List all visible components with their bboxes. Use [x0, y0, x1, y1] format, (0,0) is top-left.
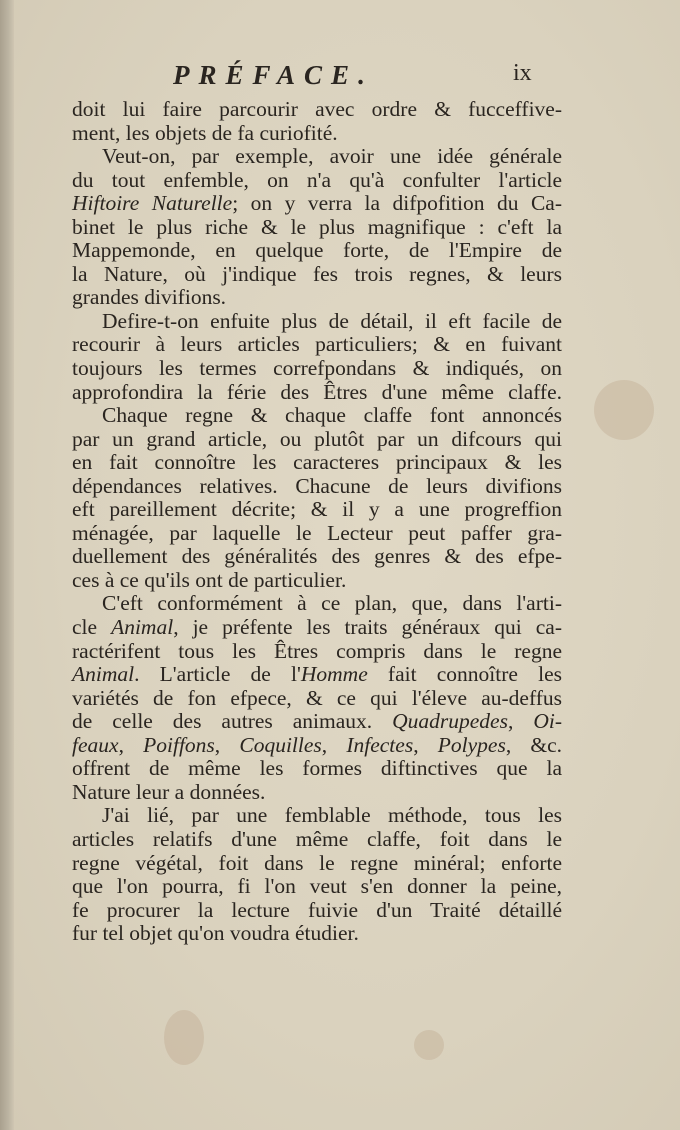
text-line: feaux, Poiffons, Coquilles, Infectes, Polypes, &c. [72, 732, 563, 757]
text-line: ces à ce qu'ils ont de particulier. [72, 567, 347, 592]
text-line: ment, les objets de fa curiofité. [72, 120, 338, 145]
text-line: que l'on pourra, fi l'on veut s'en donner la peine, [72, 874, 562, 899]
foxing-stain [414, 1030, 444, 1060]
text-line: de celle des autres animaux. Quadrupedes, Oi- [72, 709, 562, 734]
foxing-stain [594, 380, 654, 440]
text-line: offrent de même les formes diftinctives que la [72, 756, 562, 781]
text-line: cle Animal, je préfente les traits généraux qui ca- [72, 615, 562, 640]
text-line: Hiftoire Naturelle; on y verra la difpofition du Ca- [72, 191, 562, 216]
text-line: binet le plus riche & le plus magnifique : c'eft la [72, 214, 562, 239]
text-line: toujours les termes correfpondans & indiqués, on [72, 356, 562, 381]
text-line: du tout enfemble, on n'a qu'à confulter l'article [72, 167, 562, 192]
text-line: en fait connoître les caracteres principaux & les [72, 450, 562, 475]
text-line: duellement des généralités des genres & des efpe- [72, 544, 562, 569]
text-line: Mappemonde, en quelque forte, de l'Empire de [72, 238, 562, 263]
foxing-stain [164, 1010, 204, 1065]
text-line: recourir à leurs articles particuliers; & en fuivant [72, 332, 562, 357]
text-line: J'ai lié, par une femblable méthode, tous les [102, 803, 562, 828]
text-line: Veut-on, par exemple, avoir une idée générale [102, 144, 562, 169]
text-line: Defire-t-on enfuite plus de détail, il eft facile de [102, 308, 562, 333]
text-line: articles relatifs d'une même claffe, foit dans le [72, 826, 562, 851]
text-line: grandes divifions. [72, 285, 227, 310]
page-number: ix [513, 60, 532, 86]
body-text [72, 98, 562, 946]
text-line: la Nature, où j'indique fes trois regnes, & leurs [72, 261, 562, 286]
text-line: regne végétal, foit dans le regne minéral; enforte [72, 850, 562, 875]
text-line: Animal. L'article de l'Homme fait connoître les [72, 662, 562, 687]
page-header [60, 60, 620, 94]
text-line: eft pareillement décrite; & il y a une progreffion [72, 497, 562, 522]
text-line: Chaque regne & chaque claffe font annoncés [102, 403, 562, 428]
text-line: fur tel objet qu'on voudra étudier. [72, 921, 359, 946]
text-line: par un grand article, ou plutôt par un difcours qui [72, 426, 562, 451]
book-gutter-edge [0, 0, 14, 1130]
text-line: dépendances relatives. Chacune de leurs divifions [72, 473, 562, 498]
text-line: ménagée, par laquelle le Lecteur peut paffer gra- [72, 520, 562, 545]
running-title: PRÉFACE. [173, 60, 374, 90]
text-line: fe procurer la lecture fuivie d'un Traité détaillé [72, 897, 562, 922]
text-line: Nature leur a données. [72, 779, 266, 804]
text-line: variétés de fon efpece, & ce qui l'éleve au-deffus [72, 685, 562, 710]
text-line: doit lui faire parcourir avec ordre & fucceffive- [72, 97, 562, 121]
text-line: ractérifent tous les Êtres compris dans le regne [72, 638, 562, 663]
text-line: C'eft conformément à ce plan, que, dans l'arti- [102, 591, 562, 616]
text-line: approfondira la férie des Êtres d'une même claffe. [72, 379, 562, 404]
